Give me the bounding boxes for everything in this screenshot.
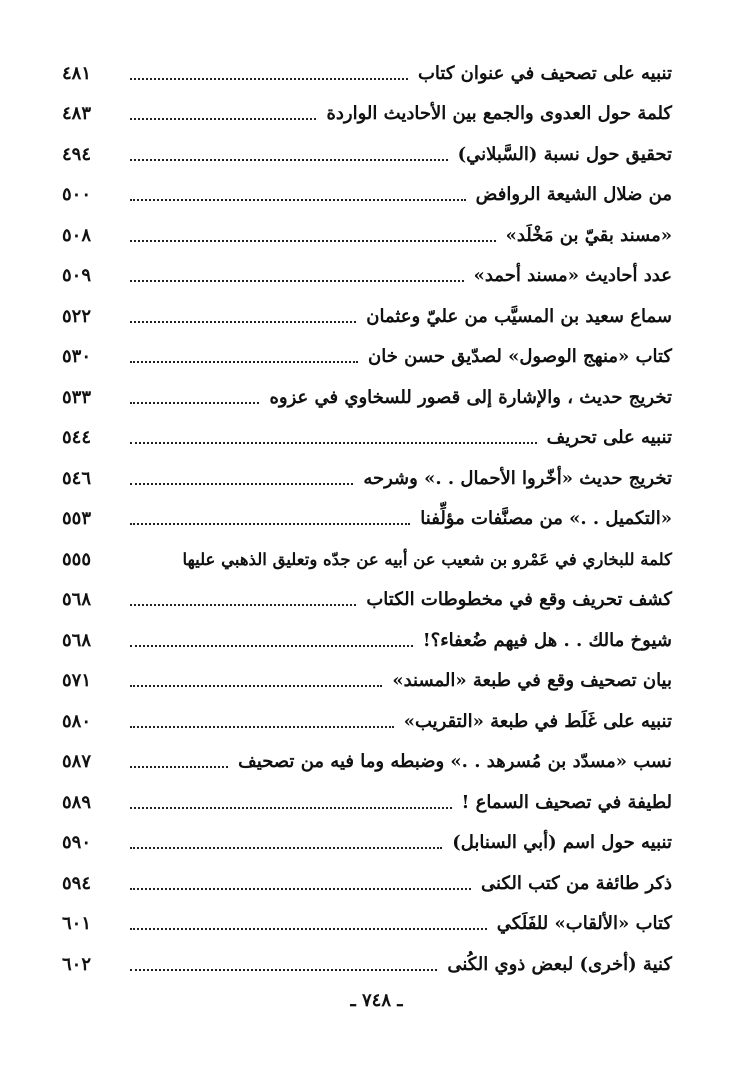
toc-entry [62,87,672,128]
entry-title: عدد أحاديث «مسند أحمد» [473,265,672,286]
entry-page-number: ٥٠٩ [62,265,92,286]
entry-page-number: ٥٩٤ [62,872,92,894]
entry-page-number: ٥٨٠ [62,710,92,732]
entry-page-number: ٥٠٠ [62,184,92,205]
toc-entry [62,330,672,371]
table-of-contents [62,46,672,978]
toc-entry [62,411,672,452]
dot-leader [130,402,259,404]
entry-title: تنبيه على غَلَط في طبعة «التقريب» [403,710,672,732]
toc-entry [62,289,672,330]
entry-page-number: ٥٣٣ [62,386,92,408]
entry-title: من ضلال الشيعة الروافض [475,184,672,205]
entry-title: لطيفة في تصحيف السماع ! [461,791,672,813]
dot-leader [130,645,413,647]
toc-entry [62,654,672,695]
dot-leader [130,888,471,890]
entry-page-number: ٥٤٦ [62,467,92,489]
toc-entry [62,370,672,411]
entry-title: بيان تصحيف وقع في طبعة «المسند» [392,670,672,691]
toc-entry [62,937,672,978]
dot-leader [130,969,437,971]
entry-page-number: ٥٥٥ [62,548,92,570]
entry-title: كلمة للبخاري في عَمْرو بن شعيب عن أبيه عن جدّه وتعليق الذهبي عليها [182,549,672,569]
entry-title: نسب «مسدّد بن مُسرهد . .» وضبطه وما فيه من تصحيف [238,751,672,772]
toc-entry [62,208,672,249]
entry-page-number: ٥٦٨ [62,629,92,651]
entry-page-number: ٥٦٨ [62,589,92,610]
entry-title: كتاب «منهج الوصول» لصدّيق حسن خان [368,346,672,367]
dot-leader [130,726,394,728]
dot-leader [130,523,410,525]
dot-leader [130,483,353,485]
entry-page-number: ٥٥٣ [62,508,92,529]
entry-page-number: ٥٠٨ [62,224,92,246]
toc-entry [62,775,672,816]
toc-entry [62,249,672,290]
toc-entry [62,897,672,938]
entry-page-number: ٥٤٤ [62,427,92,448]
dot-leader [130,766,228,768]
dot-leader [130,685,382,687]
entry-page-number: ٥٨٩ [62,791,92,813]
entry-page-number: ٥٣٠ [62,346,92,367]
toc-entry [62,532,672,573]
entry-title: كلمة حول العدوى والجمع بين الأحاديث الواردة [326,103,672,124]
entry-page-number: ٥٩٠ [62,832,92,853]
dot-leader [130,604,356,606]
entry-title: سماع سعيد بن المسيَّب من عليّ وعثمان [366,305,672,327]
entry-title: تحقيق حول نسبة (السَّبلاني) [457,143,672,165]
toc-entry [62,694,672,735]
toc-entry [62,573,672,614]
dot-leader [130,564,172,566]
entry-page-number: ٥٧١ [62,670,92,691]
toc-entry [62,46,672,87]
toc-entry [62,168,672,209]
entry-page-number: ٦٠٢ [62,953,92,975]
entry-title: تنبيه على تصحيف في عنوان كتاب [417,62,672,84]
dot-leader [130,847,442,849]
dot-leader [130,361,358,363]
dot-leader [130,928,487,930]
dot-leader [130,240,496,242]
dot-leader [130,78,408,80]
entry-page-number: ٦٠١ [62,913,92,934]
entry-title: كشف تحريف وقع في مخطوطات الكتاب [366,589,672,610]
entry-title: كتاب «الألقاب» للفَلَكي [496,913,672,934]
dot-leader [130,807,452,809]
entry-title: ذكر طائفة من كتب الكنى [480,872,672,894]
entry-page-number: ٥٨٧ [62,751,92,772]
entry-page-number: ٤٩٤ [62,143,92,165]
toc-entry [62,492,672,533]
dot-leader [130,159,448,161]
toc-entry [62,451,672,492]
toc-entry [62,613,672,654]
entry-page-number: ٥٢٢ [62,305,92,327]
entry-title: تخريج حديث «أخّروا الأحمال . .» وشرحه [363,467,672,489]
entry-title: تنبيه على تحريف [546,427,672,448]
entry-title: «مسند بقيّ بن مَخْلَد» [505,224,672,246]
toc-entry [62,127,672,168]
entry-page-number: ٤٨١ [62,62,92,84]
dot-leader [130,199,466,201]
entry-title: تخريج حديث ، والإشارة إلى قصور للسخاوي في عزوه [269,386,672,408]
entry-title: شيوخ مالك . . هل فيهم ضُعفاء؟! [422,629,672,651]
toc-entry [62,735,672,776]
dot-leader [130,118,316,120]
entry-title: تنبيه حول اسم (أبي السنابل) [452,832,672,853]
toc-entry [62,816,672,857]
page-number-footer: ـ ٧٤٨ ـ [350,990,403,1011]
dot-leader [130,442,537,444]
entry-page-number: ٤٨٣ [62,103,92,124]
entry-title: كنية (أخرى) لبعض ذوي الكُنى [447,953,672,975]
dot-leader [130,280,464,282]
entry-title: «التكميل . .» من مصنَّفات مؤلِّفنا [420,508,672,529]
dot-leader [130,321,356,323]
toc-entry [62,856,672,897]
